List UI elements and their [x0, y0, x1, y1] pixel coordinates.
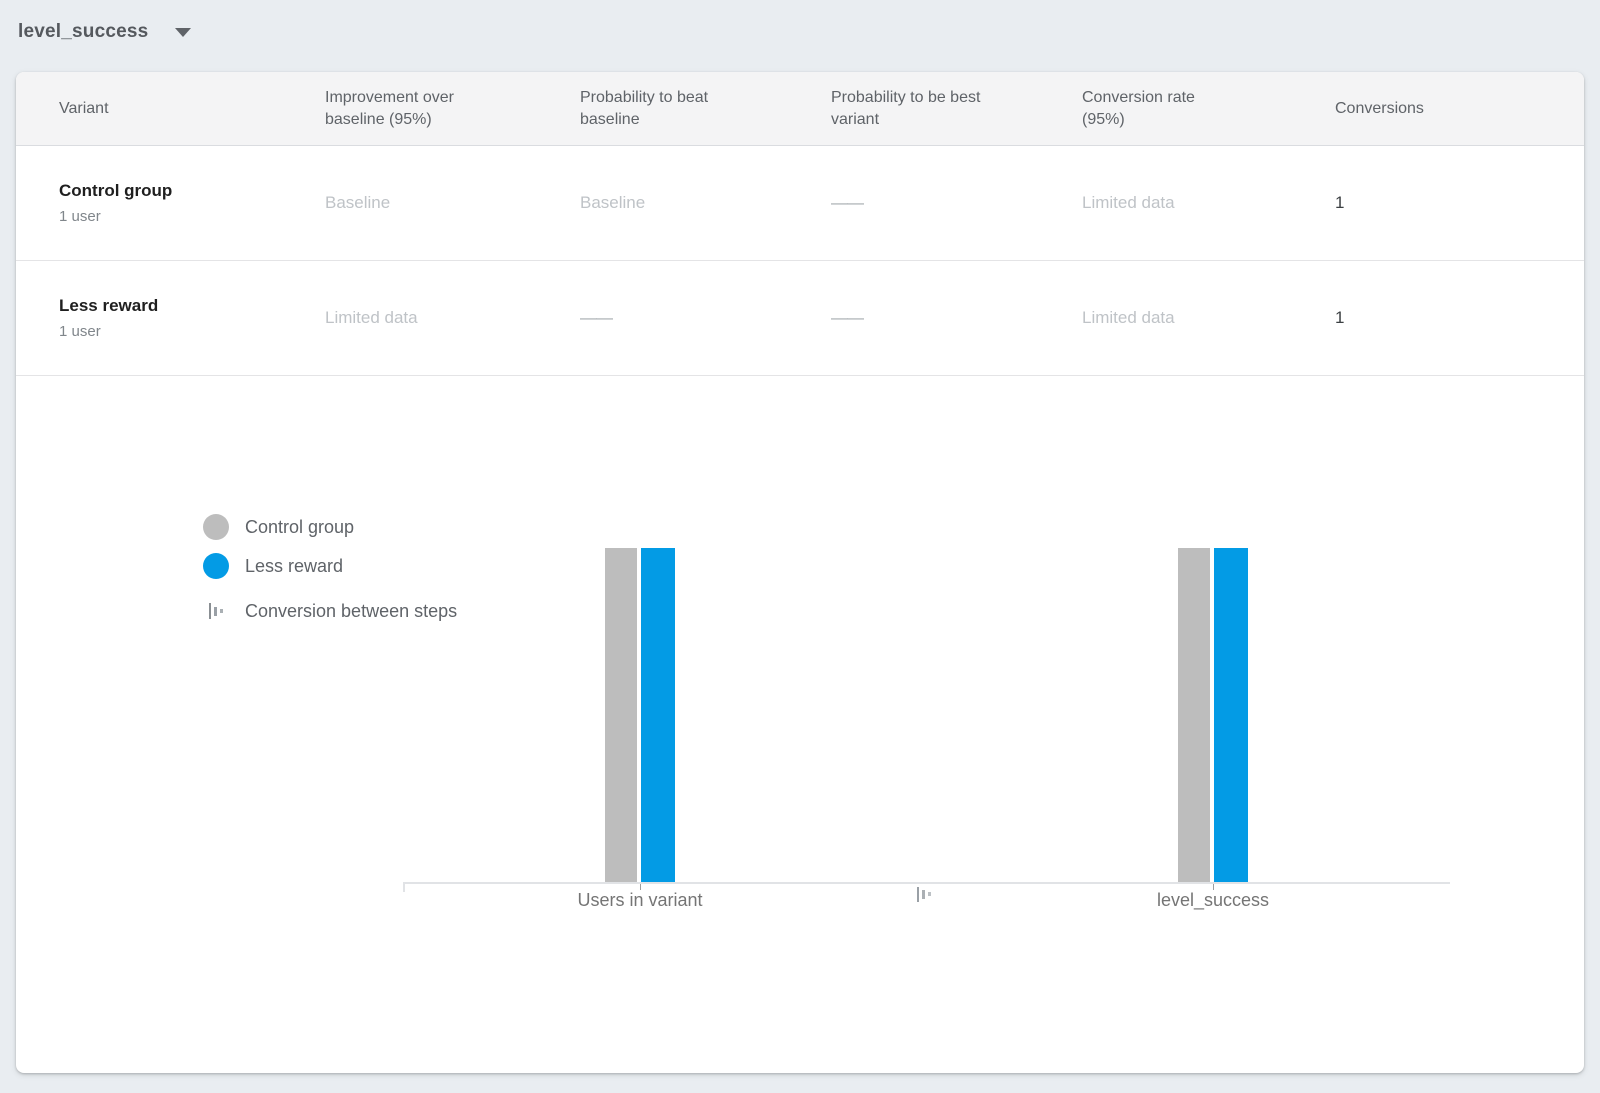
improvement-value: Baseline [325, 193, 391, 212]
column-header-variant: Variant [59, 99, 109, 117]
table-row-less-reward [16, 261, 1584, 376]
x-axis-category-label: Users in variant [577, 890, 703, 910]
chart-legend [203, 514, 457, 637]
results-card [16, 72, 1584, 1073]
x-axis-line [403, 882, 1450, 884]
metric-selector-value: level_success [18, 21, 149, 42]
bar-control-group [605, 548, 637, 882]
legend-item-conversion-between-steps [203, 598, 457, 624]
legend-label: Conversion between steps [245, 600, 458, 621]
bar-less-reward [1214, 548, 1248, 882]
column-header-improvement: Improvement over baseline (95%) [325, 88, 454, 128]
legend-label: Control group [245, 516, 355, 537]
table-header-row [16, 72, 1584, 146]
bar-less-reward [641, 548, 675, 882]
legend-item-control-group [203, 514, 457, 540]
prob-beat-baseline-value: —— [580, 308, 612, 327]
column-header-conversion-rate: Conversion rate (95%) [1082, 88, 1195, 128]
bar-control-group [1178, 548, 1210, 882]
legend-item-less-reward [203, 553, 457, 579]
x-axis-category-label: level_success [1156, 890, 1270, 910]
conversion-rate-value: Limited data [1082, 308, 1175, 327]
table-row-control-group [16, 146, 1584, 261]
prob-best-variant-value: —— [831, 308, 863, 327]
chevron-down-icon [175, 28, 191, 37]
conversions-value: 1 [1335, 193, 1345, 212]
metric-selector-dropdown[interactable] [18, 16, 191, 48]
variant-name: Control group [59, 181, 173, 200]
bar-group-level-success [1178, 548, 1248, 882]
variant-user-count: 1 user [59, 323, 101, 340]
conversion-between-steps-axis-icon [917, 885, 931, 903]
conversion-between-steps-icon [203, 603, 229, 619]
column-header-conversions: Conversions [1335, 99, 1424, 117]
legend-label: Less reward [245, 555, 344, 576]
conversion-rate-value: Limited data [1082, 193, 1175, 212]
column-header-prob-best-variant: Probability to be best variant [831, 88, 981, 128]
column-header-prob-beat-baseline: Probability to beat baseline [580, 88, 709, 128]
control-group-swatch-icon [203, 514, 229, 540]
prob-beat-baseline-value: Baseline [580, 193, 646, 212]
less-reward-swatch-icon [203, 553, 229, 579]
variant-user-count: 1 user [59, 208, 101, 225]
variant-name: Less reward [59, 296, 159, 315]
x-axis-start-tick [403, 882, 405, 892]
bar-group-users-in-variant [605, 548, 675, 882]
prob-best-variant-value: —— [831, 193, 863, 212]
improvement-value: Limited data [325, 308, 418, 327]
conversions-value: 1 [1335, 308, 1345, 327]
